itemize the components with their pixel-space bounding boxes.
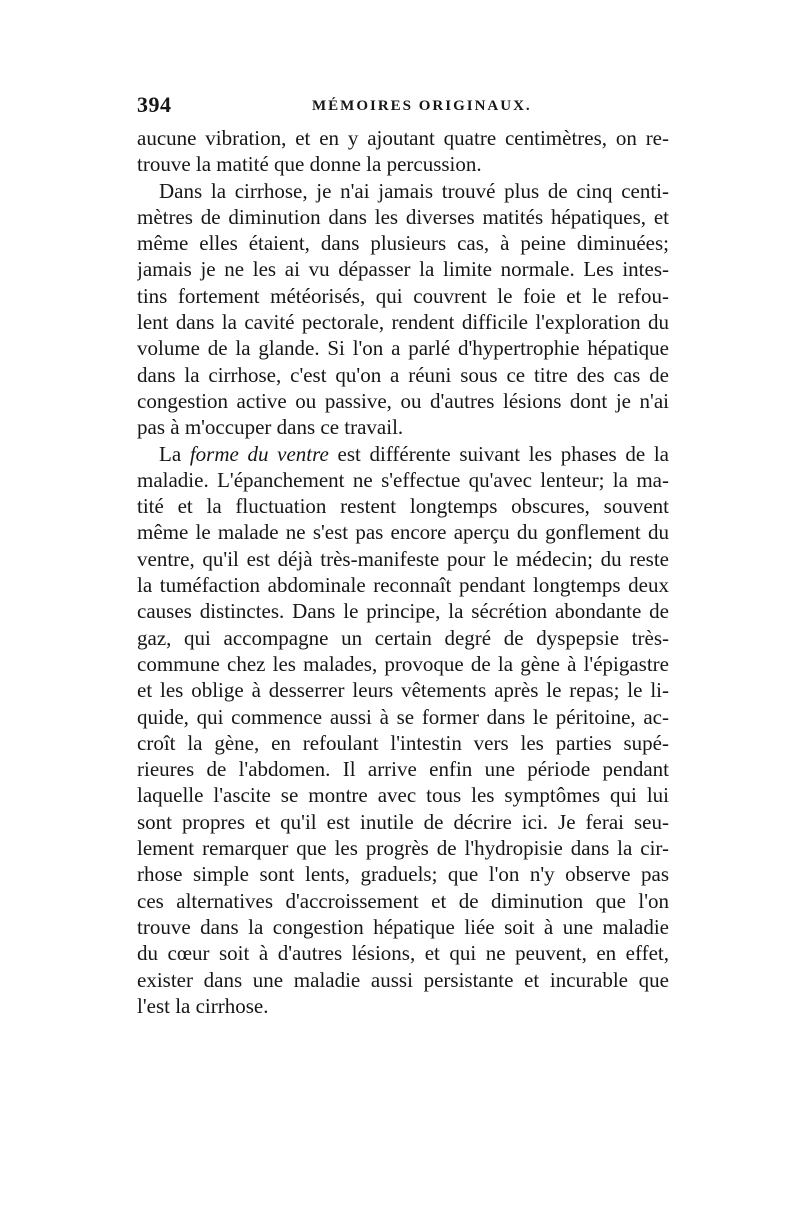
text-line: maladie. L'épanchement ne s'effectue qu'avec lenteur; la ma- <box>137 467 669 492</box>
text-line: volume de la glande. Si l'on a parlé d'hypertrophie hépatique <box>137 336 669 361</box>
text-line: pas à m'occuper dans ce travail. <box>137 415 404 440</box>
text-line: lement remarquer que les progrès de l'hydropisie dans la cir- <box>137 836 669 861</box>
text-line: causes distinctes. Dans le principe, la sécrétion abondante de <box>137 599 669 624</box>
text-line: ventre, qu'il est déjà très-manifeste pour le médecin; du reste <box>137 546 669 571</box>
text-line: tins fortement météorisés, qui couvrent le foie et le refou- <box>137 283 669 308</box>
text-line: jamais je ne les ai vu dépasser la limite normale. Les intes- <box>137 257 669 282</box>
text-line: rhose simple sont lents, graduels; que l'on n'y observe pas <box>137 862 669 887</box>
body-text <box>137 125 669 1019</box>
line-suffix: est différente suivant les phases de la <box>328 441 669 466</box>
running-title: MÉMOIRES ORIGINAUX. <box>312 98 532 114</box>
text-line: aucune vibration, et en y ajoutant quatre centimètres, on re- <box>137 126 669 150</box>
text-line: même le malade ne s'est pas encore aperçu du gonflement du <box>137 520 669 545</box>
text-line: laquelle l'ascite se montre avec tous les symptômes qui lui <box>137 783 669 808</box>
text-line: tité et la fluctuation restent longtemps obscures, souvent <box>137 494 669 519</box>
text-line: même elles étaient, dans plusieurs cas, à peine diminuées; <box>137 231 669 256</box>
text-line: commune chez les malades, provoque de la gène à l'épigastre <box>137 651 669 676</box>
page-number: 394 <box>137 92 172 117</box>
paragraph-first-line: Dans la cirrhose, je n'ai jamais trouvé plus de cinq centi- <box>159 178 669 203</box>
line-prefix: La <box>159 441 190 466</box>
text-line: lent dans la cavité pectorale, rendent difficile l'exploration du <box>137 310 669 335</box>
text-line: dans la cirrhose, c'est qu'on a réuni sous ce titre des cas de <box>137 362 669 387</box>
running-head <box>137 92 669 126</box>
text-line: exister dans une maladie aussi persistante et incurable que <box>137 967 669 992</box>
text-line: mètres de diminution dans les diverses matités hépatiques, et <box>137 204 669 229</box>
text-line: l'est la cirrhose. <box>137 993 269 1018</box>
text-line: rieures de l'abdomen. Il arrive enfin une période pendant <box>137 757 669 782</box>
text-line: sont propres et qu'il est inutile de décrire ici. Je ferai seu- <box>137 809 669 834</box>
text-line: croît la gène, en refoulant l'intestin vers les parties supé- <box>137 730 669 755</box>
text-line: la tuméfaction abdominale reconnaît pendant longtemps deux <box>137 573 669 598</box>
text-line: ces alternatives d'accroissement et de diminution que l'on <box>137 888 669 913</box>
text-line: gaz, qui accompagne un certain degré de dyspepsie très- <box>137 625 669 650</box>
text-line: trouve dans la congestion hépatique liée soit à une maladie <box>137 914 669 939</box>
text-line: et les oblige à desserrer leurs vêtements après le repas; le li- <box>137 678 669 703</box>
text-line: quide, qui commence aussi à se former dans le péritoine, ac- <box>137 704 669 729</box>
text-line: trouve la matité que donne la percussion. <box>137 152 482 177</box>
text-line: congestion active ou passive, ou d'autres lésions dont je n'ai <box>137 388 669 413</box>
paragraph-first-line <box>137 441 669 467</box>
text-line: du cœur soit à d'autres lésions, et qui ne peuvent, en effet, <box>137 941 669 966</box>
italic-term: forme du ventre <box>189 441 329 466</box>
